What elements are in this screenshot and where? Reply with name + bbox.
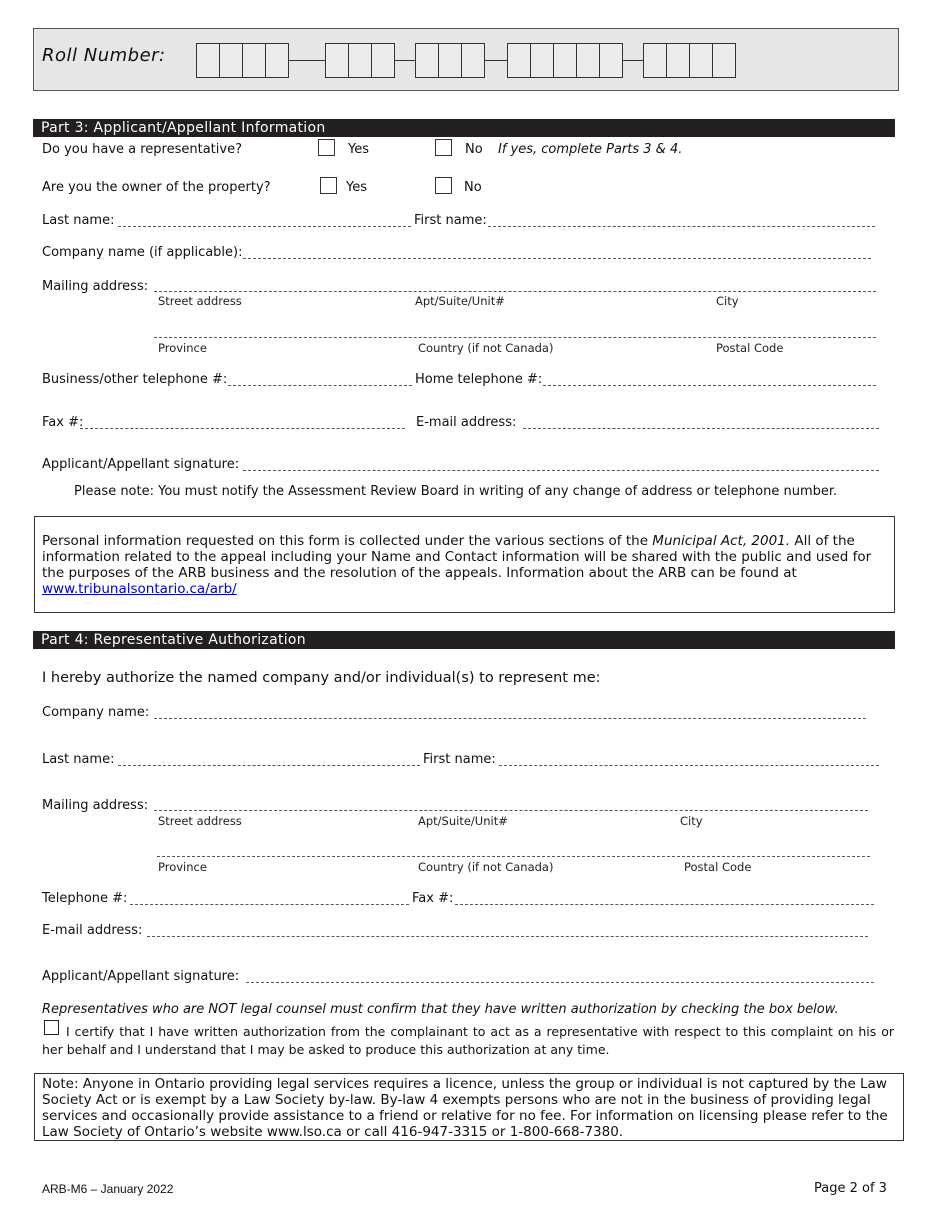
mailing-address-field-2[interactable] bbox=[154, 337, 876, 338]
roll-number-digit-cell[interactable] bbox=[348, 43, 372, 78]
roll-number-separator bbox=[288, 60, 325, 61]
rep-country-caption: Country (if not Canada) bbox=[418, 860, 554, 874]
roll-number-digit-cell[interactable] bbox=[461, 43, 485, 78]
company-name-field[interactable] bbox=[243, 258, 871, 259]
home-tel-field[interactable] bbox=[543, 385, 876, 386]
privacy-text-2: All of the information related to the appeal including your Name and Contact information will be shared with the public and used for the purposes of the ARB business and the resolution of the appeals. Information about the ARB can be found at bbox=[42, 533, 872, 581]
roll-number-digit-cell[interactable] bbox=[371, 43, 395, 78]
part4-header: Part 4: Representative Authorization bbox=[33, 631, 895, 649]
please-note: Please note: You must notify the Assessment Review Board in writing of any change of address or telephone number. bbox=[74, 484, 838, 499]
rep-fax-field[interactable] bbox=[455, 904, 874, 905]
postal-code-caption: Postal Code bbox=[716, 341, 784, 355]
email-label: E-mail address: bbox=[416, 415, 517, 430]
licence-note: Note: Anyone in Ontario providing legal services requires a licence, unless the group or individual is not captured by the Law Society Act or is exempt by a Law Society by-law. By-law 4 exempts persons who are not in the business of providing legal services and occasionally provide assistance to a friend or relative for no fee. For information on licensing please refer to the Law Society of Ontario’s website www.lso.ca or call 416-947-3315 or 1-800-668-7380. bbox=[42, 1076, 888, 1140]
roll-number-digit-cell[interactable] bbox=[666, 43, 690, 78]
roll-number-digit-cell[interactable] bbox=[643, 43, 667, 78]
fax-field[interactable] bbox=[80, 428, 405, 429]
owner-no-label: No bbox=[464, 180, 482, 195]
owner-yes-checkbox[interactable] bbox=[320, 177, 337, 194]
certify-text: I certify that I have written authorization from the complainant to act as a representative with respect to this complaint on his or her behalf and I understand that I may be asked to produce this authorization at any time. bbox=[42, 1024, 894, 1057]
municipal-act: Municipal Act, 2001. bbox=[652, 533, 791, 549]
rep-mailing-field-1[interactable] bbox=[154, 810, 868, 811]
signature-field[interactable] bbox=[243, 470, 879, 471]
email-field[interactable] bbox=[523, 428, 879, 429]
roll-number-separator bbox=[394, 60, 415, 61]
roll-number-group-4 bbox=[507, 43, 622, 77]
rep-signature-label: Applicant/Appellant signature: bbox=[42, 969, 240, 984]
page-number: Page 2 of 3 bbox=[814, 1181, 887, 1196]
rep-street-caption: Street address bbox=[158, 814, 242, 828]
mailing-address-field-1[interactable] bbox=[154, 291, 876, 292]
roll-number-digit-cell[interactable] bbox=[325, 43, 349, 78]
home-tel-label: Home telephone #: bbox=[415, 372, 543, 387]
rep-mailing-field-2[interactable] bbox=[157, 856, 870, 857]
rep-first-name-field[interactable] bbox=[499, 765, 879, 766]
rep-telephone-label: Telephone #: bbox=[42, 891, 128, 906]
if-yes-note: If yes, complete Parts 3 & 4. bbox=[498, 142, 683, 157]
roll-number-separator bbox=[622, 60, 643, 61]
fax-label: Fax #: bbox=[42, 415, 84, 430]
roll-number-digit-cell[interactable] bbox=[242, 43, 266, 78]
first-name-label: First name: bbox=[414, 213, 487, 228]
privacy-text-1: Personal information requested on this form is collected under the various sections of the bbox=[42, 533, 653, 549]
first-name-field[interactable] bbox=[488, 226, 875, 227]
rep-postal-caption: Postal Code bbox=[684, 860, 752, 874]
roll-number-group-2 bbox=[325, 43, 394, 77]
business-tel-label: Business/other telephone #: bbox=[42, 372, 228, 387]
licence-note-box bbox=[34, 1073, 904, 1141]
rep-province-caption: Province bbox=[158, 860, 207, 874]
privacy-notice bbox=[34, 516, 895, 613]
rep-last-name-field[interactable] bbox=[118, 765, 420, 766]
apt-caption: Apt/Suite/Unit# bbox=[415, 294, 505, 308]
roll-number-digit-cell[interactable] bbox=[438, 43, 462, 78]
representative-no-checkbox[interactable] bbox=[435, 139, 452, 156]
rep-city-caption: City bbox=[680, 814, 703, 828]
part3-header: Part 3: Applicant/Appellant Information bbox=[33, 119, 895, 137]
representative-no-label: No bbox=[465, 142, 483, 157]
roll-number-label: Roll Number: bbox=[42, 45, 166, 66]
roll-number-separator bbox=[484, 60, 507, 61]
rep-fax-label: Fax #: bbox=[412, 891, 454, 906]
city-caption: City bbox=[716, 294, 739, 308]
rep-last-name-label: Last name: bbox=[42, 752, 115, 767]
q-owner: Are you the owner of the property? bbox=[42, 180, 271, 195]
representative-yes-checkbox[interactable] bbox=[318, 139, 335, 156]
roll-number-group-3 bbox=[415, 43, 484, 77]
roll-number-digit-cell[interactable] bbox=[219, 43, 243, 78]
company-name-label: Company name (if applicable): bbox=[42, 245, 243, 260]
rep-first-name-label: First name: bbox=[423, 752, 496, 767]
roll-number-digit-cell[interactable] bbox=[599, 43, 623, 78]
country-caption: Country (if not Canada) bbox=[418, 341, 554, 355]
last-name-label: Last name: bbox=[42, 213, 115, 228]
representative-yes-label: Yes bbox=[348, 142, 369, 157]
rep-mailing-label: Mailing address: bbox=[42, 798, 149, 813]
arb-website-link[interactable]: www.tribunalsontario.ca/arb/ bbox=[42, 581, 237, 597]
roll-number-digit-cell[interactable] bbox=[576, 43, 600, 78]
roll-number-digit-cell[interactable] bbox=[553, 43, 577, 78]
authorize-intro: I hereby authorize the named company and/or individual(s) to represent me: bbox=[42, 670, 601, 686]
owner-no-checkbox[interactable] bbox=[435, 177, 452, 194]
province-caption: Province bbox=[158, 341, 207, 355]
business-tel-field[interactable] bbox=[228, 385, 412, 386]
signature-label: Applicant/Appellant signature: bbox=[42, 457, 240, 472]
mailing-address-label: Mailing address: bbox=[42, 279, 149, 294]
last-name-field[interactable] bbox=[118, 226, 411, 227]
roll-number-digit-cell[interactable] bbox=[196, 43, 220, 78]
roll-number-group-5 bbox=[643, 43, 735, 77]
roll-number-digit-cell[interactable] bbox=[712, 43, 736, 78]
rep-telephone-field[interactable] bbox=[130, 904, 409, 905]
rep-company-field[interactable] bbox=[154, 718, 866, 719]
roll-number-group-1 bbox=[196, 43, 288, 77]
roll-number-digit-cell[interactable] bbox=[265, 43, 289, 78]
street-address-caption: Street address bbox=[158, 294, 242, 308]
roll-number-digit-cell[interactable] bbox=[530, 43, 554, 78]
q-representative: Do you have a representative? bbox=[42, 142, 242, 157]
rep-apt-caption: Apt/Suite/Unit# bbox=[418, 814, 508, 828]
roll-number-box bbox=[33, 28, 899, 91]
roll-number-digit-cell[interactable] bbox=[689, 43, 713, 78]
rep-email-field[interactable] bbox=[147, 936, 868, 937]
owner-yes-label: Yes bbox=[346, 180, 367, 195]
form-id: ARB-M6 – January 2022 bbox=[42, 1182, 174, 1196]
rep-company-label: Company name: bbox=[42, 705, 150, 720]
roll-number-digit-cell[interactable] bbox=[507, 43, 531, 78]
roll-number-digit-cell[interactable] bbox=[415, 43, 439, 78]
reps-note: Representatives who are NOT legal counsel must confirm that they have written authorization by checking the box below. bbox=[42, 1002, 839, 1017]
rep-email-label: E-mail address: bbox=[42, 923, 143, 938]
rep-signature-field[interactable] bbox=[246, 982, 874, 983]
